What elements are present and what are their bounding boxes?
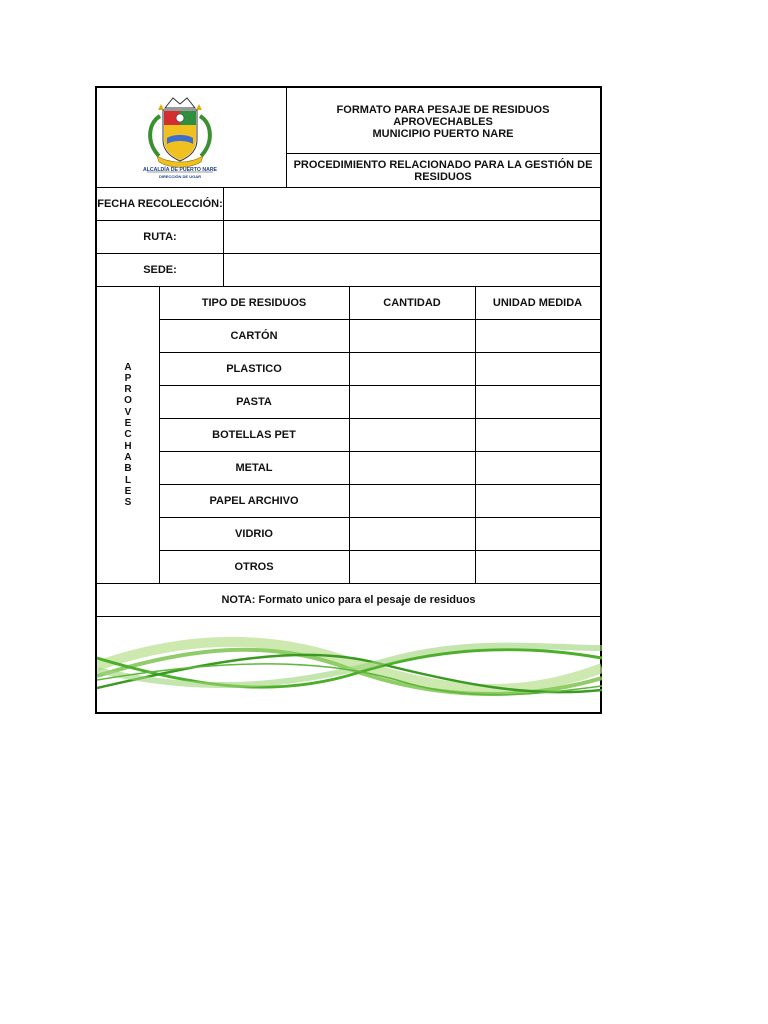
form-note: NOTA: Formato unico para el pesaje de residuos: [221, 593, 476, 606]
green-wave-decoration: [97, 628, 602, 714]
form-title-line1: FORMATO PARA PESAJE DE RESIDUOS APROVECHABLES: [336, 104, 550, 128]
field-value-ruta[interactable]: [223, 220, 600, 253]
table-row-tipo: OTROS: [234, 560, 274, 573]
field-value-fecha[interactable]: [223, 187, 600, 220]
table-row-tipo: PASTA: [236, 395, 272, 408]
table-row-tipo: METAL: [235, 461, 273, 474]
field-label-fecha: FECHA RECOLECCIÓN:: [97, 197, 223, 210]
side-letter: A: [124, 361, 132, 373]
waste-weighing-form: [95, 86, 602, 714]
column-header-tipo: TIPO DE RESIDUOS: [201, 296, 307, 309]
logo-caption-line2: DIRECCIÓN DE UGAR: [158, 174, 202, 179]
side-letter: S: [124, 497, 132, 509]
table-row-tipo: CARTÓN: [230, 329, 278, 342]
table-row-unidad[interactable]: [475, 418, 600, 451]
side-letter: E: [124, 485, 132, 497]
field-label-ruta: RUTA:: [143, 230, 177, 243]
table-row-cantidad[interactable]: [349, 352, 475, 385]
table-row-cantidad[interactable]: [349, 550, 475, 583]
field-label-sede: SEDE:: [143, 263, 177, 276]
table-row-unidad[interactable]: [475, 385, 600, 418]
table-row-tipo: PLASTICO: [226, 362, 282, 375]
side-letter: C: [124, 429, 132, 441]
table-row-tipo: PAPEL ARCHIVO: [209, 494, 299, 507]
side-letter: H: [124, 440, 132, 452]
table-row-cantidad[interactable]: [349, 451, 475, 484]
logo-caption-line1: ALCALDÍA DE PUERTO NARE: [142, 167, 218, 173]
form-title-line2: MUNICIPIO PUERTO NARE: [372, 128, 514, 140]
table-row-cantidad[interactable]: [349, 517, 475, 550]
side-label-aprovechables: [97, 287, 159, 583]
table-row-unidad[interactable]: [475, 484, 600, 517]
table-row-cantidad[interactable]: [349, 319, 475, 352]
table-row-unidad[interactable]: [475, 352, 600, 385]
side-letter: E: [124, 418, 132, 430]
table-row-tipo: BOTELLAS PET: [212, 428, 296, 441]
side-letter: L: [124, 474, 132, 486]
municipal-crest-logo: [125, 94, 235, 182]
field-value-sede[interactable]: [223, 253, 600, 286]
procedure-title: PROCEDIMIENTO RELACIONADO PARA LA GESTIÓN DE RESIDUOS: [293, 158, 593, 183]
table-row-unidad[interactable]: [475, 517, 600, 550]
table-row-unidad[interactable]: [475, 451, 600, 484]
side-letter: A: [124, 451, 132, 463]
table-row-cantidad[interactable]: [349, 418, 475, 451]
side-letter: B: [124, 463, 132, 475]
side-letter: P: [124, 372, 132, 384]
table-row-tipo: VIDRIO: [235, 527, 273, 540]
table-row-unidad[interactable]: [475, 319, 600, 352]
table-row-cantidad[interactable]: [349, 385, 475, 418]
table-row-unidad[interactable]: [475, 550, 600, 583]
column-header-unidad: UNIDAD MEDIDA: [492, 296, 583, 309]
form-title: [286, 96, 600, 148]
table-row-cantidad[interactable]: [349, 484, 475, 517]
column-header-cantidad: CANTIDAD: [383, 296, 441, 309]
side-letter: O: [124, 395, 132, 407]
side-letter: V: [124, 406, 132, 418]
side-letter: R: [124, 384, 132, 396]
